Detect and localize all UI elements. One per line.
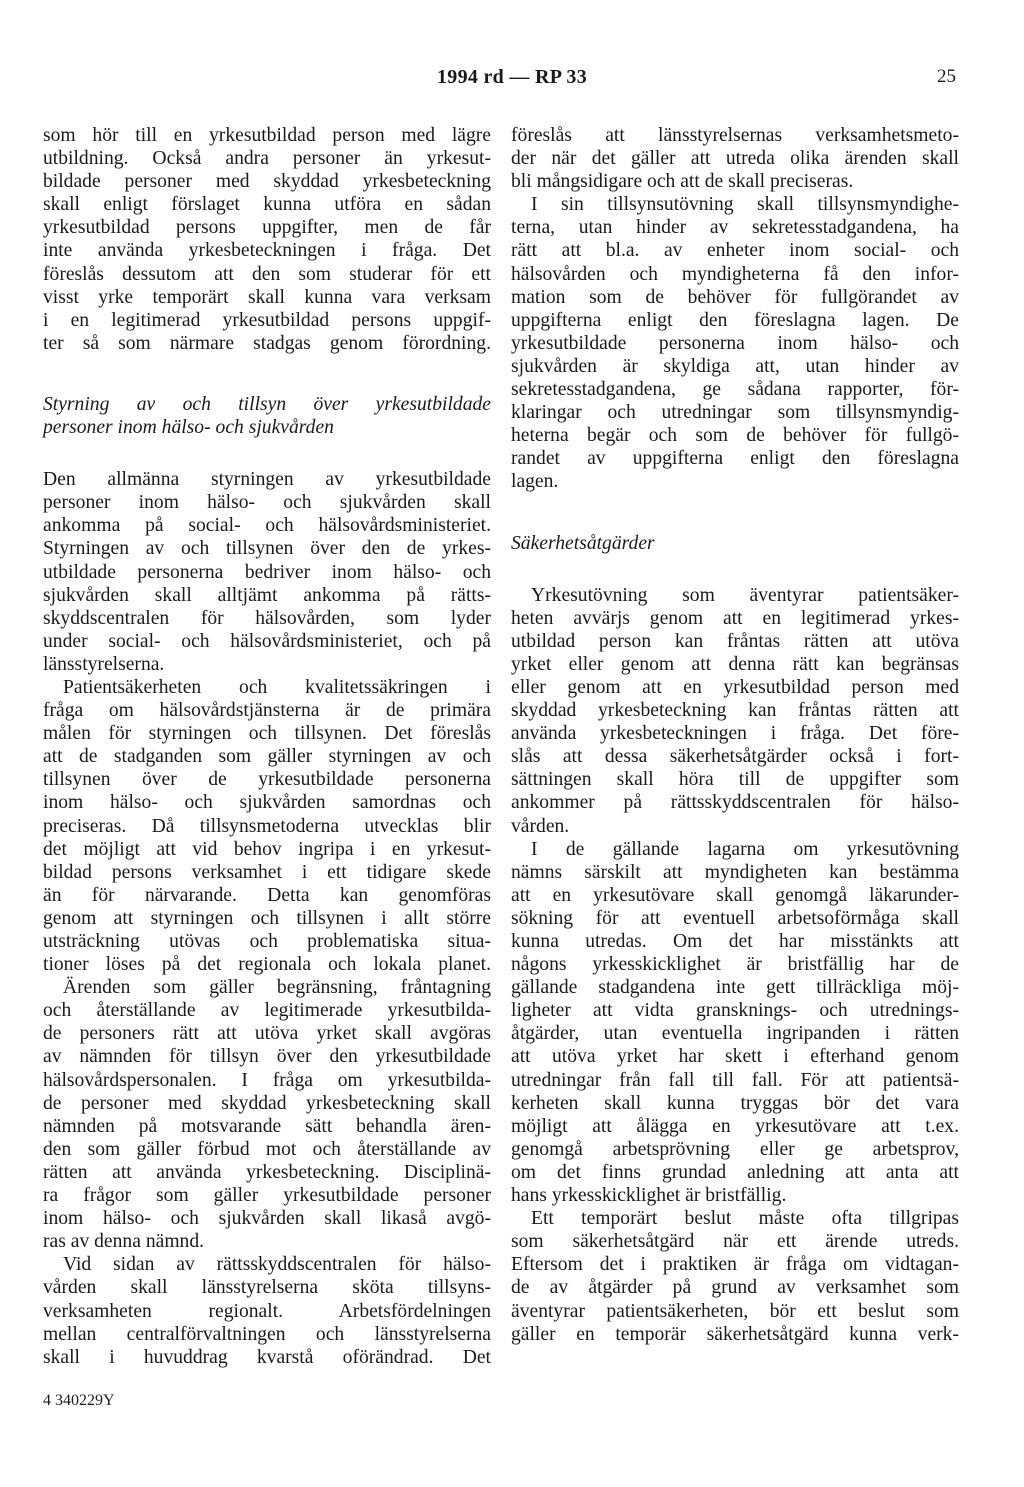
left-text-line: utbildning. Också andra personer än yrkesut- <box>43 148 491 170</box>
left-text-line: att de stadganden som gäller styrningen av och <box>43 746 491 768</box>
right-text-line: ligheter att vidta gransknings- och utrednings- <box>511 1000 959 1022</box>
right-paragraph-start: Ett temporärt beslut måste ofta tillgripas <box>531 1208 959 1230</box>
left-text-line: länsstyrelserna. <box>43 653 165 675</box>
left-text-line: Styrningen av och tillsynen över den de yrkes- <box>43 538 491 560</box>
right-text-line: genomgå arbetsprövning eller ge arbetsprov, <box>511 1138 959 1160</box>
right-paragraph-start: I de gällande lagarna om yrkesutövning <box>531 838 959 860</box>
left-text-line: det möjligt att vid behov ingripa i en yrkesut- <box>43 838 491 860</box>
right-text-line: utbildad person kan fråntas rätten att utöva <box>511 630 959 652</box>
left-column <box>43 124 491 1369</box>
right-text-line: att en yrkesutövare skall genomgå läkarunder- <box>511 884 959 906</box>
right-text-line: heterna begär och som de behöver för fullgö- <box>511 425 959 447</box>
left-text-line: under social- och hälsovårdsministeriet, och på <box>43 630 491 652</box>
right-text-line: använda yrkesbeteckningen i fråga. Det före- <box>511 723 959 745</box>
right-paragraph-start: Yrkesutövning som äventyrar patientsäker- <box>531 584 959 606</box>
right-text-line: om det finns grundad anledning att anta att <box>511 1161 959 1183</box>
left-text-line: i en legitimerad yrkesutbildad persons uppgif- <box>43 309 491 331</box>
right-text-line: äventyrar patientsäkerheten, bör ett beslut som <box>511 1300 959 1322</box>
right-text-line: hans yrkesskicklighet är bristfällig. <box>511 1185 787 1207</box>
left-text-line: fråga om hälsovårdstjänsterna är de primära <box>43 700 491 722</box>
section-spacer <box>511 494 959 532</box>
left-text-line: målen för styrningen och tillsynen. Det föreslås <box>43 723 491 745</box>
right-text-line: gällande stadgandena inte gett tillräckliga möj- <box>511 977 959 999</box>
right-text-line: sekretesstadgandena, ge sådana rapporter, för- <box>511 379 959 401</box>
right-section-heading: Säkerhetsåtgärder <box>511 532 655 554</box>
left-text-line: den som gäller förbud mot och återställande av <box>43 1138 491 1160</box>
left-paragraph-start: Ärenden som gäller begränsning, fråntagning <box>63 977 491 999</box>
right-text-line: skyddad yrkesbeteckning kan fråntas rätten att <box>511 700 959 722</box>
left-text-line: ras av denna nämnd. <box>43 1231 205 1253</box>
right-text-line: eller genom att en yrkesutbildad person med <box>511 676 959 698</box>
left-paragraph-start: Patientsäkerheten och kvalitetssäkringen i <box>63 676 491 698</box>
left-text-line: yrkesutbildad persons uppgifter, men de får <box>43 217 491 239</box>
section-spacer <box>43 439 491 468</box>
left-text-line: inom hälso- och sjukvården skall likaså avgö- <box>43 1208 491 1230</box>
right-text-line: mation som de behöver för fullgörandet av <box>511 286 959 308</box>
left-text-line: bildad persons verksamhet i ett tidigare skede <box>43 861 491 883</box>
running-header <box>0 66 1024 96</box>
right-text-line: ankommer på rättsskyddscentralen för hälso- <box>511 792 959 814</box>
right-text-line: uppgifterna enligt den föreslagna lagen. De <box>511 309 959 331</box>
left-text-line: utsträckning utövas och problematiska situa- <box>43 931 491 952</box>
left-text-line: vården skall länsstyrelserna sköta tillsyns- <box>43 1277 491 1299</box>
left-text-line: nämnden på motsvarande sätt behandla ären- <box>43 1115 491 1137</box>
left-text-line: skall enligt förslaget kunna utföra en sådan <box>43 194 491 216</box>
left-text-line: mellan centralförvaltningen och länsstyrelserna <box>43 1323 491 1345</box>
left-paragraph-start: Vid sidan av rättsskyddscentralen för hälso- <box>63 1254 491 1276</box>
left-text-line: preciseras. Då tillsynsmetoderna utvecklas blir <box>43 815 491 837</box>
left-text-line: och återställande av legitimerade yrkesutbilda- <box>43 1000 491 1022</box>
left-text-line: bildade personer med skyddad yrkesbeteckning <box>43 171 491 193</box>
left-text-line: rätten att använda yrkesbeteckning. Disciplinä- <box>43 1161 491 1183</box>
right-text-line: klaringar och utredningar som tillsynsmyndig- <box>511 402 959 424</box>
left-text-line: skyddscentralen för hälsovården, som lyder <box>43 607 491 629</box>
right-text-line: som säkerhetsåtgärd när ett ärende utreds. <box>511 1231 959 1253</box>
right-column <box>511 124 959 1346</box>
right-text-line: hälsovården och myndigheterna få den infor- <box>511 263 959 285</box>
right-text-line: möjligt att ålägga en yrkesutövare att t.ex. <box>511 1115 959 1137</box>
left-text-line: verksamheten regionalt. Arbetsfördelningen <box>43 1300 491 1322</box>
left-text-line: ra frågor som gäller yrkesutbildade personer <box>43 1185 491 1207</box>
page-number: 25 <box>937 66 956 87</box>
left-text-line: föreslås dessutom att den som studerar för ett <box>43 263 491 285</box>
left-text-line: utbildade personerna bedriver inom hälso- och <box>43 561 491 583</box>
left-text-line: de personer med skyddad yrkesbeteckning skall <box>43 1092 491 1114</box>
right-text-line: yrkesutbildade personerna inom hälso- och <box>511 332 959 354</box>
left-text-line: inte använda yrkesbeteckningen i fråga. Det <box>43 240 491 262</box>
left-text-line: genom att styrningen och tillsynen i allt större <box>43 907 491 929</box>
right-text-line: nämns särskilt att myndigheten kan bestämma <box>511 861 959 883</box>
left-text-line: personer inom hälso- och sjukvården skall <box>43 492 491 514</box>
left-text-line: visst yrke temporärt skall kunna vara verksam <box>43 286 491 308</box>
left-text-line: tillsynen över de yrkesutbildade personerna <box>43 769 491 791</box>
left-text-line: ankomma på social- och hälsovårdsministeriet. <box>43 515 491 537</box>
section-spacer <box>43 355 491 393</box>
left-text-line: skall i huvuddrag kvarstå oförändrad. Det <box>43 1346 491 1368</box>
left-text-line: tioner löses på det regionala och lokala planet. <box>43 954 491 976</box>
left-section-heading: personer inom hälso- och sjukvården <box>43 417 334 439</box>
right-text-line: sättningen skall höra till de uppgifter som <box>511 769 959 791</box>
left-text-line: hälsovårdspersonalen. I fråga om yrkesutbilda- <box>43 1069 491 1091</box>
right-text-line: kunna utredas. Om det har misstänkts att <box>511 931 959 952</box>
left-text-line: de personers rätt att utöva yrket skall avgöras <box>43 1023 491 1045</box>
right-text-line: rätt att bl.a. av enheter inom social- och <box>511 240 959 262</box>
section-spacer <box>511 555 959 584</box>
right-text-line: vården. <box>511 815 570 837</box>
left-text-line: inom hälso- och sjukvården samordnas och <box>43 792 491 814</box>
right-text-line: randet av uppgifterna enligt den föreslagna <box>511 448 959 470</box>
right-text-line: föreslås att länsstyrelsernas verksamhetsmeto- <box>511 125 959 146</box>
left-text-line: av nämnden för tillsyn över den yrkesutbildade <box>43 1046 491 1068</box>
right-text-line: åtgärder, utan eventuella ingripanden i rätten <box>511 1023 959 1045</box>
running-title: 1994 rd — RP 33 <box>436 66 588 88</box>
right-text-line: de av åtgärder på grund av verksamhet som <box>511 1277 959 1299</box>
left-text-line: än för närvarande. Detta kan genomföras <box>43 884 491 906</box>
right-text-line: någons yrkesskicklighet är bristfällig har de <box>511 954 959 976</box>
left-section-heading: Styrning av och tillsyn över yrkesutbildade <box>43 393 491 415</box>
right-text-line: heten avvärjs genom att en legitimerad yrkes- <box>511 607 959 629</box>
right-text-line: slås att dessa säkerhetsåtgärder också i fort- <box>511 746 959 768</box>
right-text-line: lagen. <box>511 471 559 493</box>
right-paragraph-start: I sin tillsynsutövning skall tillsynsmyndighe- <box>531 194 959 216</box>
right-text-line: att utöva yrket har skett i efterhand genom <box>511 1046 959 1068</box>
right-text-line: sjukvården är skyldiga att, utan hinder av <box>511 355 959 377</box>
right-text-line: bli mångsidigare och att de skall preciseras. <box>511 171 854 193</box>
left-text-line: Den allmänna styrningen av yrkesutbildade <box>43 469 491 491</box>
right-text-line: sökning för att eventuell arbetsoförmåga skall <box>511 907 959 929</box>
right-text-line: yrket eller genom att denna rätt kan begränsas <box>511 653 959 675</box>
left-text-line: som hör till en yrkesutbildad person med lägre <box>43 125 491 146</box>
left-text-line: sjukvården skall alltjämt ankomma på rätts- <box>43 584 491 606</box>
right-text-line: der när det gäller att utreda olika ärenden skall <box>511 148 959 170</box>
right-text-line: kerheten skall kunna tryggas bör det vara <box>511 1092 959 1114</box>
printer-signature-mark: 4 340229Y <box>43 1392 115 1409</box>
right-text-line: gäller en temporär säkerhetsåtgärd kunna verk- <box>511 1323 959 1345</box>
right-text-line: Eftersom det i praktiken är fråga om vidtagan- <box>511 1254 959 1276</box>
left-text-line: ter så som närmare stadgas genom förordning. <box>43 332 491 354</box>
right-text-line: terna, utan hinder av sekretesstadgandena, ha <box>511 217 959 239</box>
right-text-line: utredningar från fall till fall. För att patientsä- <box>511 1069 959 1091</box>
